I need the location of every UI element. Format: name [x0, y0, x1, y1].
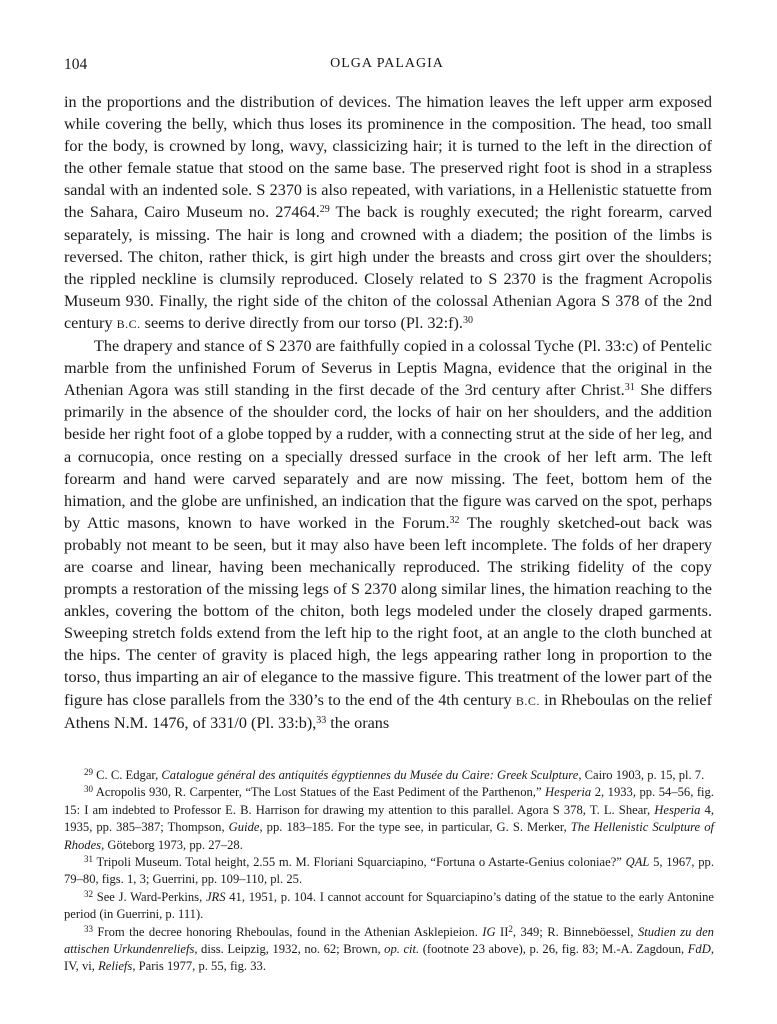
paragraph-2 [64, 335, 712, 734]
text-run: The back is roughly executed; the right forearm, carved separately, is missing. The hair is long and crowned with a diadem; the position of the limbs is reversed. The chiton, rather thick, is girt high under the breasts and cross girt over the shoulders; the rippled neckline is clumsily reproduced. Closely related to S 2370 is the fragment Acropolis Museum 930. Finally, the right side of the chiton of the colossal Athenian Agora S 378 of the 2nd century [64, 203, 713, 332]
text-run: in the proportions and the distribution of devices. The himation leaves the left upper arm exposed while covering the belly, which thus loses its prominence in the composition. The head, too small for the body, is crowned by long, wavy, classicizing hair; it is turned to the left in the direction of the other female statue that stood on the same base. The preserved right foot is shod in a strapless sandal with an indented sole. S 2370 is also repeated, with variations, in a Hellenistic statuette from the Sahara, Cairo Museum no. 27464. [64, 93, 712, 222]
running-head: OLGA PALAGIA [330, 56, 444, 71]
paragraph-1 [64, 91, 712, 335]
text-run: From the decree honoring Rheboulas, found in the Athenian Asklepieion. [93, 924, 483, 939]
small-caps-era: B.C. [116, 316, 141, 331]
footnote-ref: 30 [84, 784, 93, 795]
text-run: , 349; R. Binneböessel, [512, 924, 638, 939]
text-run: She differs primarily in the absence of the shoulder cord, the locks of hair on her shoulders, and the addition beside her right foot of a globe topped by a rudder, with a connecting strut at the side of her leg, and a cornucopia, once resting on a specially dressed surface in the crook of her left arm. The left forearm and hand were carved separately and are now missing. The feet, bottom hem of the himation, and the globe are unfinished, an indication that the figure was carved on the spot, perhaps by Attic masons, known to have worked in the Forum. [64, 381, 713, 532]
text-run: , Göteborg 1973, pp. 27–28. [101, 837, 243, 852]
italic-title: Hesperia [545, 785, 592, 800]
text-run: See J. Ward-Perkins, [93, 889, 206, 904]
footnote-ref: 2 [508, 923, 513, 934]
footnote-31 [64, 854, 714, 889]
footnote-30 [64, 784, 714, 854]
text-run: (footnote 23 above), p. 26, fig. 83; M.-A. Zagdoun, [419, 942, 688, 957]
footnotes [64, 767, 714, 976]
text-run: 4, 1935, pp. 385–387; Thompson, [64, 802, 715, 835]
text-run: The drapery and stance of S 2370 are faithfully copied in a colossal Tyche (Pl. 33:c) of Pentelic marble from the unfinished Forum of Severus in Leptis Magna, evidence that the original in the Athenian Agora was still standing in the first decade of the 3rd century after Christ. [64, 337, 712, 400]
text-run: , IV, vi, [64, 942, 714, 974]
footnote-ref: 33 [84, 923, 93, 934]
footnote-ref: 30 [462, 314, 473, 326]
italic-title: QAL [625, 855, 650, 870]
text-run: C. C. Edgar, [93, 768, 162, 782]
text-run: in Rheboulas on the relief Athens N.M. 1476, of 331/0 (Pl. 33:b), [64, 690, 712, 732]
italic-title: Guide [228, 820, 260, 835]
footnote-ref: 29 [319, 204, 330, 216]
text-run: , Cairo 1903, p. 15, pl. 7. [578, 768, 705, 782]
footnote-ref: 31 [84, 854, 93, 865]
small-caps-era: B.C. [515, 693, 540, 708]
footnote-ref: 31 [624, 382, 635, 394]
footnote-33 [64, 924, 714, 976]
body-text [64, 91, 712, 734]
footnote-ref: 29 [84, 767, 93, 777]
footnote-29 [64, 767, 714, 784]
italic-title: FdD [687, 942, 711, 957]
text-run: seems to derive directly from our torso (Pl. 32:f). [140, 313, 463, 332]
page-number: 104 [64, 56, 88, 73]
text-run: the orans [326, 713, 390, 732]
text-run: , diss. Leipzig, 1932, no. 62; Brown, [194, 942, 385, 957]
text-run: 41, 1951, p. 104. I cannot account for Squarciapino’s dating of the statue to the early Antonine period (in Guerrini, p. 111). [64, 889, 714, 922]
text-run: 2, 1933, pp. 54–56, fig. 15: I am indebted to Professor E. B. Harrison for drawing my attention to this parallel. Agora S 378, T. L. Shear, [64, 785, 714, 817]
text-run: , Paris 1977, p. 55, fig. 33. [132, 959, 266, 974]
footnote-ref: 32 [449, 514, 460, 526]
footnote-ref: 32 [84, 888, 93, 899]
text-run: II [495, 924, 509, 939]
italic-title: op. cit. [384, 942, 420, 957]
italic-title: IG [482, 924, 496, 939]
italic-title: Hesperia [654, 802, 701, 817]
footnote-ref: 33 [316, 714, 327, 726]
italic-title: Reliefs [98, 959, 133, 974]
italic-title: Studien zu den attischen Urkundenreliefs [64, 924, 714, 957]
italic-title: The Hellenistic Sculpture of Rhodes [64, 820, 714, 852]
italic-title: JRS [205, 889, 226, 904]
text-run: , pp. 183–185. For the type see, in particular, G. S. Merker, [259, 820, 571, 835]
text-run: The roughly sketched-out back was probably not meant to be seen, but it may also have been left incomplete. The folds of her drapery are coarse and linear, having been mechanically reproduced. The striking fidelity of the copy prompts a restoration of the missing legs of S 2370 along similar lines, the himation reaching to the ankles, covering the bottom of the chiton, both legs modeled under the closely draped garments. Sweeping stretch folds extend from the left hip to the right foot, at an angle to the cloth bunched at the hips. The center of gravity is placed high, the legs appearing rather long in proportion to the torso, thus imparting an air of elegance to the massive figure. This treatment of the lower part of the figure has close parallels from the 330’s to the end of the 4th century [64, 513, 712, 709]
text-run: 5, 1967, pp. 79–80, figs. 1, 3; Guerrini, pp. 109–110, pl. 25. [64, 855, 714, 887]
text-run: Tripoli Museum. Total height, 2.55 m. M. Floriani Squarciapino, “Fortuna o Astarte-Genius coloniae?” [93, 855, 626, 870]
page-header [64, 56, 710, 78]
text-run: Acropolis 930, R. Carpenter, “The Lost Statues of the East Pediment of the Parthenon,” [93, 785, 546, 800]
footnote-32 [64, 889, 714, 924]
italic-title: Catalogue général des antiquités égyptiennes du Musée du Caire: Greek Sculpture [161, 768, 579, 782]
